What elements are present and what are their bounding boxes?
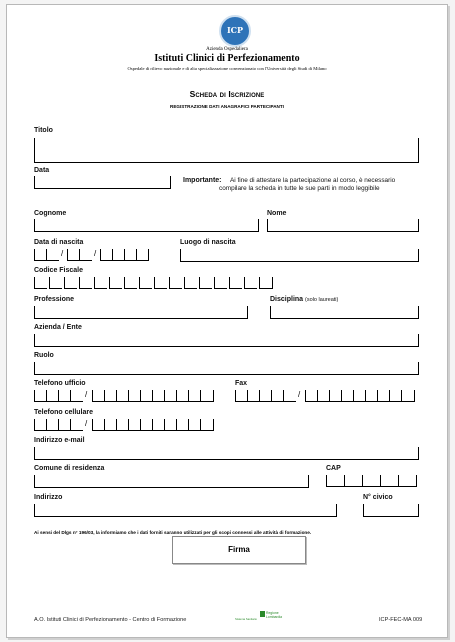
ruolo-field[interactable] (34, 362, 419, 375)
icp-logo (219, 15, 251, 47)
comune-field[interactable] (34, 475, 309, 488)
hospital-type: Azienda Ospedaliera (206, 47, 248, 52)
importante-text-2: compilare la scheda in tutte le sue parti in modo leggibile (219, 185, 380, 192)
civico-field[interactable] (363, 504, 419, 517)
form-page (6, 4, 448, 638)
fax-label: Fax (235, 380, 248, 387)
hospital-description: Ospedale di rilievo nazionale e di alta specializzazione convenzionato con l'Università degli Studi di Milano (127, 66, 327, 71)
civico-label: N° civico (363, 494, 393, 501)
form-subtitle: REGISTRAZIONE DATI ANAGRAFICI PARTECIPANTI (170, 104, 284, 109)
luogo-nascita-field[interactable] (180, 249, 419, 262)
ruolo-label: Ruolo (34, 352, 54, 359)
luogo-nascita-label: Luogo di nascita (180, 239, 236, 246)
footer-logo-a: Sistema Sanitario (235, 617, 257, 621)
indirizzo-field[interactable] (34, 504, 337, 517)
data-nascita-label: Data di nascita (34, 239, 84, 246)
indirizzo-label: Indirizzo (34, 494, 63, 501)
footer-left: A.O. Istituti Clinici di Perfezionamento - Centro di Formazione (34, 617, 187, 623)
data-label: Data (34, 167, 50, 174)
fax-sep: / (298, 390, 301, 399)
footer-code: ICP-FEC-MA 009 (379, 617, 423, 623)
disciplina-field[interactable] (270, 306, 419, 319)
phone-sep: / (85, 390, 88, 399)
hospital-name: Istituti Clinici di Perfezionamento (154, 53, 300, 64)
telefono-ufficio-field[interactable] (34, 390, 219, 402)
importante-label: Importante: (183, 177, 222, 184)
cell-sep: / (85, 419, 88, 428)
azienda-field[interactable] (34, 334, 419, 347)
telefono-ufficio-label: Telefono ufficio (34, 380, 86, 387)
email-label: Indirizzo e-mail (34, 437, 85, 444)
comune-label: Comune di residenza (34, 465, 105, 472)
cap-label: CAP (326, 465, 341, 472)
cap-field[interactable] (326, 475, 418, 487)
email-field[interactable] (34, 447, 419, 460)
data-nascita-field[interactable] (34, 249, 174, 261)
codice-fiscale-label: Codice Fiscale (34, 267, 84, 274)
telefono-cellulare-field[interactable] (34, 419, 219, 431)
telefono-cellulare-label: Telefono cellulare (34, 409, 93, 416)
titolo-label: Titolo (34, 127, 53, 134)
regione-logo-icon (260, 611, 265, 617)
disciplina-label: Disciplina (solo laureati) (270, 296, 339, 303)
cognome-label: Cognome (34, 210, 67, 217)
form-title: Scheda di Iscrizione (189, 89, 265, 99)
date-sep: / (61, 249, 64, 258)
azienda-label: Azienda / Ente (34, 324, 82, 331)
fax-field[interactable] (235, 390, 420, 402)
firma-field[interactable]: Firma (172, 536, 306, 564)
titolo-field[interactable] (34, 138, 419, 163)
importante-text-1: Ai fine di attestare la partecipazione al corso, è necessario (230, 177, 396, 184)
professione-label: Professione (34, 296, 75, 303)
cognome-field[interactable] (34, 219, 259, 232)
privacy-notice: Ai sensi del Dlgs n° 196/03, la informiamo che i dati forniti saranno utilizzati per gli scopi connessi alle attività di formazione. (34, 530, 312, 535)
data-field[interactable] (34, 176, 171, 189)
footer-logo-b: Regione Lombardia (266, 611, 283, 619)
date-sep: / (94, 249, 97, 258)
nome-field[interactable] (267, 219, 419, 232)
nome-label: Nome (267, 210, 287, 217)
professione-field[interactable] (34, 306, 248, 319)
logo-text: ICP (226, 25, 244, 35)
codice-fiscale-field[interactable] (34, 277, 274, 289)
